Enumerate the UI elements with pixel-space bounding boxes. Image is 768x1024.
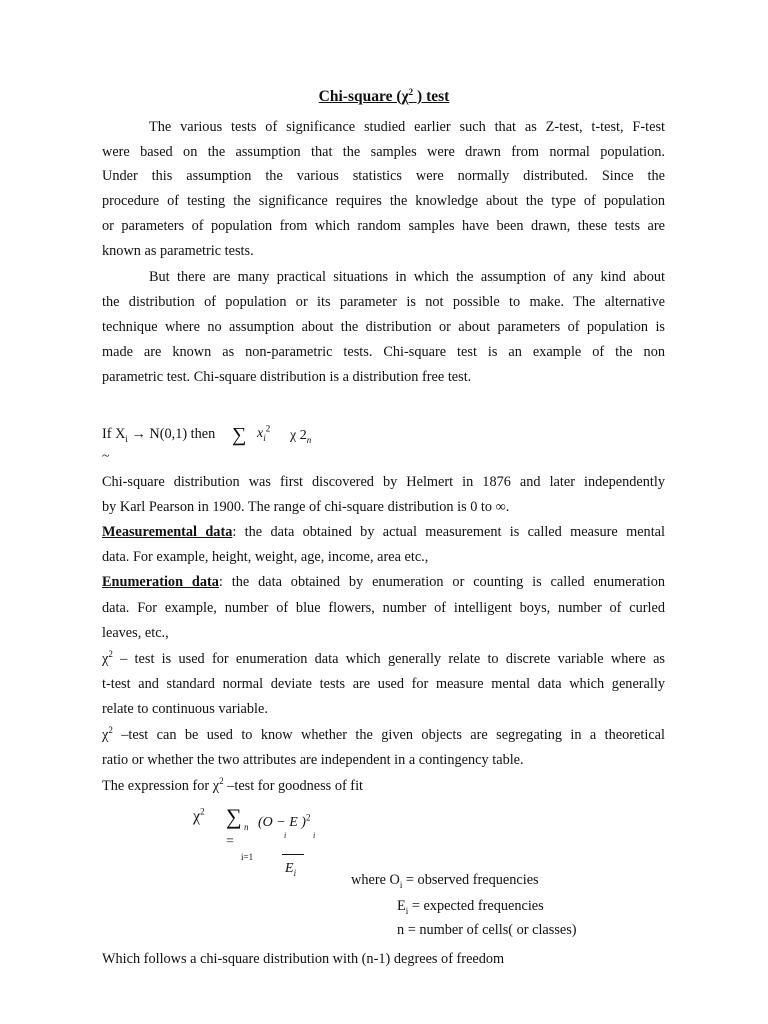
enumeration-line-3: leaves, etc.,	[102, 625, 169, 641]
chi-result: χ $2_n$	[290, 428, 312, 445]
paragraph-1-line-6: known as parametric tests.	[102, 243, 254, 259]
paragraph-1-line-5: or parameters of population from which random samples have been drawn, these tests are	[102, 218, 665, 234]
closing-line: Which follows a chi-square distribution with (n-1) degrees of freedom	[102, 951, 505, 967]
formula-sum: ∑	[226, 804, 242, 829]
chi-segregate-line-2: ratio or whether the two attributes are independent in a contingency table.	[102, 752, 524, 768]
formula-lower-limit: i=1	[241, 852, 254, 862]
formula-chi: $\chi^2$	[193, 806, 205, 825]
enumeration-line-2: data. For example, number of blue flowers, number of intelligent boys, number of curled	[102, 600, 665, 616]
paragraph-1-line-1: The various tests of significance studied earlier such that as Z-test, t-test, F-test	[149, 119, 665, 135]
formula-upper-limit: n	[244, 822, 249, 832]
sum-symbol: ∑	[232, 424, 247, 446]
where-observed: where $O_i$ = observed frequencies	[351, 872, 539, 890]
chi-use-line-3: relate to continuous variable.	[102, 701, 268, 717]
tilde-mark: ~	[102, 449, 110, 464]
page-title: Chi-square ($\chi^2$ ) test	[318, 86, 450, 105]
fraction-bar	[282, 854, 304, 855]
expression-intro: The expression for $\chi^2$ –test for goodness of fit	[102, 776, 364, 794]
formula-sub-e: i	[313, 831, 316, 840]
where-expected: $E_i$ = expected frequencies	[397, 898, 544, 916]
paragraph-2-line-3: technique where no assumption about the distribution or about parameters of population is	[102, 319, 665, 335]
where-cells: n = number of cells( or classes)	[397, 922, 577, 938]
measurement-line-1: Measuremental data: the data obtained by actual measurement is called measure mental	[102, 524, 665, 540]
formula-sub-o: i	[284, 831, 287, 840]
formula-denominator: $E_i$	[285, 861, 297, 878]
paragraph-2-line-2: the distribution of population or its parameter is not possible to make. The alternative	[102, 294, 665, 310]
enumeration-line-1: Enumeration data: the data obtained by enumeration or counting is called enumeration	[102, 574, 666, 590]
chi-use-line-1: $\chi^2$ – test is used for enumeration data which generally relate to discrete variable where as	[102, 649, 665, 667]
paragraph-1-line-3: Under this assumption the various statistics were normally distributed. Since the	[102, 168, 665, 184]
chi-segregate-line-1: $\chi^2$ –test can be used to know whether the given objects are segregating in a theoretical	[102, 725, 665, 743]
paragraph-1-line-4: procedure of testing the significance requires the knowledge about the type of population	[102, 193, 665, 209]
paragraph-2-line-1: But there are many practical situations in which the assumption of any kind about	[149, 269, 665, 285]
history-line-1: Chi-square distribution was first discovered by Helmert in 1876 and later independently	[102, 474, 665, 490]
measurement-line-2: data. For example, height, weight, age, income, area etc.,	[102, 549, 429, 565]
chi-use-line-2: t-test and standard normal deviate tests are used for measure mental data which generally	[102, 676, 665, 692]
normal-relation-line: If $X_i \to N(0,1)$ then	[102, 426, 216, 444]
history-line-2: by Karl Pearson in 1900. The range of chi-square distribution is 0 to ∞.	[102, 499, 510, 515]
formula-equals: =	[226, 834, 234, 849]
formula-numerator: (O − E )$^2$	[258, 812, 311, 830]
paragraph-2-line-5: parametric test. Chi-square distribution is a distribution free test.	[102, 369, 472, 385]
chi-term: $x_i^2$	[257, 423, 271, 443]
paragraph-1-line-2: were based on the assumption that the samples were drawn from normal population.	[102, 144, 665, 160]
paragraph-2-line-4: made are known as non-parametric tests. Chi-square test is an example of the non	[102, 344, 665, 360]
